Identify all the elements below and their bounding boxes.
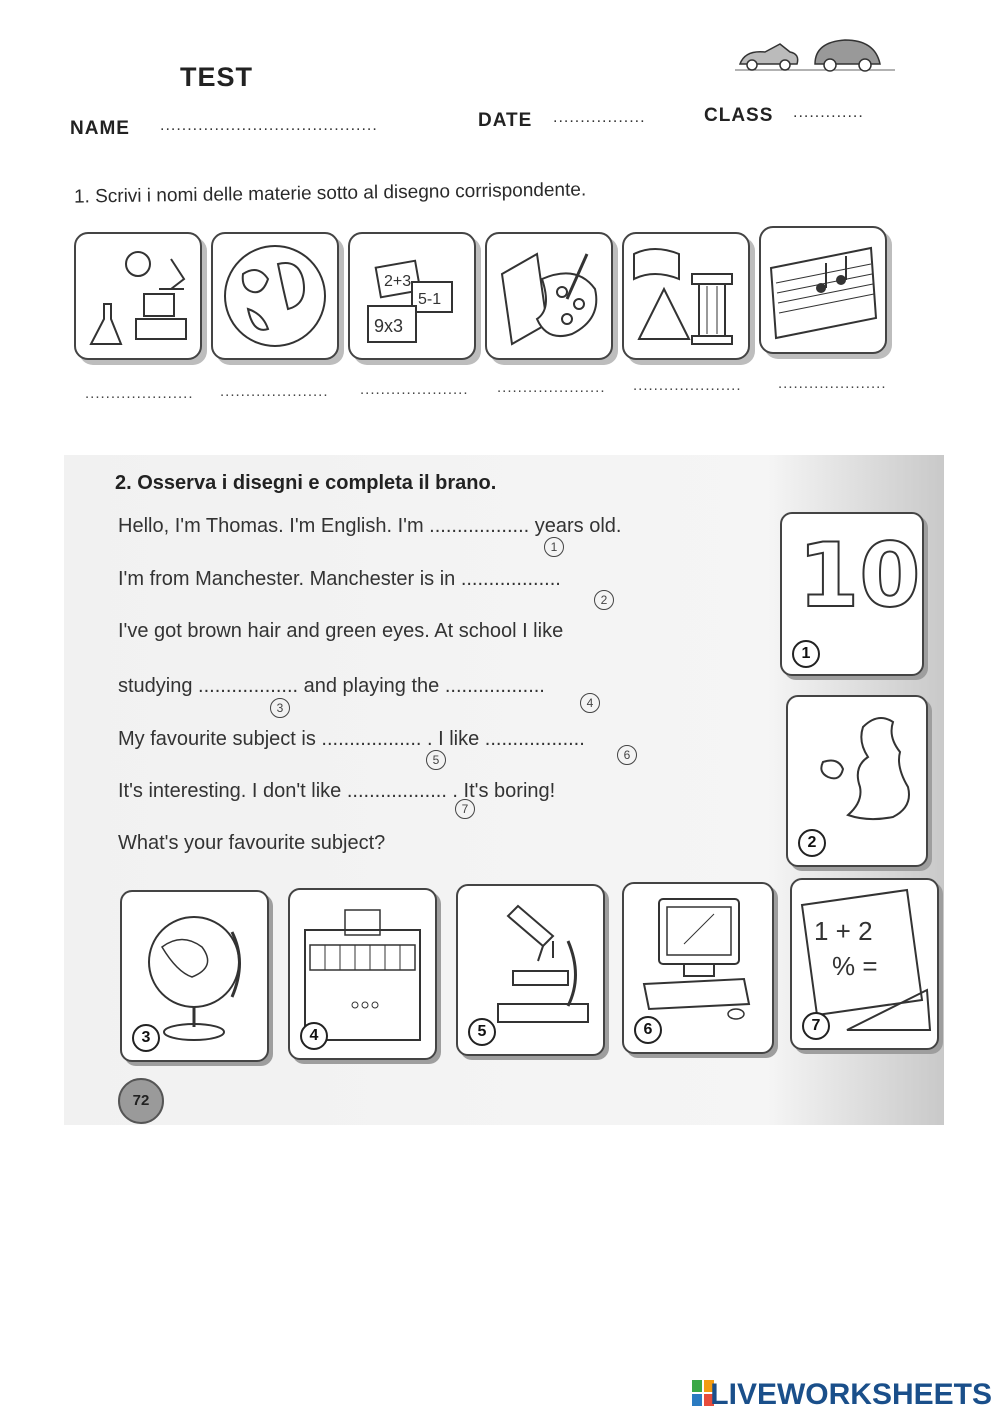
blank-marker-1: 1 bbox=[544, 537, 564, 557]
blank-marker-6: 6 bbox=[617, 745, 637, 765]
picture-4 bbox=[288, 888, 437, 1060]
picture-3-number: 3 bbox=[132, 1024, 160, 1052]
page-number: 72 bbox=[118, 1078, 164, 1124]
brand-name[interactable]: LIVEWORKSHEETS bbox=[710, 1378, 992, 1411]
exercise1-title: 1. Scrivi i nomi delle materie sotto al disegno corrispondente. bbox=[73, 179, 587, 208]
picture-2-number: 2 bbox=[798, 829, 826, 857]
name-label: NAME bbox=[70, 118, 130, 139]
answer-blank-1[interactable]: ..................... bbox=[85, 385, 194, 402]
blank-marker-5: 5 bbox=[426, 750, 446, 770]
passage-line-1: Hello, I'm Thomas. I'm English. I'm .................. years old. bbox=[118, 515, 622, 537]
picture-1 bbox=[780, 512, 924, 676]
number-ten-icon: 10 bbox=[798, 524, 921, 627]
picture-3 bbox=[120, 890, 269, 1062]
name-field[interactable]: ........................................ bbox=[160, 117, 378, 134]
test-title: TEST bbox=[180, 62, 254, 92]
passage-line-2: I'm from Manchester. Manchester is in .................. bbox=[118, 568, 561, 590]
history-monuments-icon bbox=[622, 232, 750, 360]
cars-icon bbox=[735, 30, 895, 72]
passage-line-3: I've got brown hair and green eyes. At school I like bbox=[118, 620, 564, 642]
blank-marker-4: 4 bbox=[580, 693, 600, 713]
picture-1-number: 1 bbox=[792, 640, 820, 668]
passage-line-6: It's interesting. I don't like .................. . It's boring! bbox=[118, 780, 556, 802]
date-label: DATE bbox=[478, 110, 533, 131]
passage-line-4: studying .................. and playing the .................. bbox=[118, 675, 545, 697]
answer-blank-4[interactable]: ..................... bbox=[497, 379, 606, 396]
picture-7 bbox=[790, 878, 939, 1050]
art-palette-icon bbox=[485, 232, 613, 360]
answer-blank-6[interactable]: ..................... bbox=[778, 375, 887, 392]
svg-text:5-1: 5-1 bbox=[418, 291, 442, 308]
date-field[interactable]: ................. bbox=[553, 109, 646, 126]
svg-text:1 + 2: 1 + 2 bbox=[814, 916, 873, 946]
passage-line-7: What's your favourite subject? bbox=[118, 832, 386, 854]
svg-text:2+3: 2+3 bbox=[384, 273, 412, 290]
class-label: CLASS bbox=[704, 105, 774, 126]
picture-4-number: 4 bbox=[300, 1022, 328, 1050]
picture-6 bbox=[622, 882, 774, 1054]
picture-7-number: 7 bbox=[802, 1012, 830, 1040]
earth-globe-icon bbox=[211, 232, 339, 360]
picture-6-number: 6 bbox=[634, 1016, 662, 1044]
science-lab-icon bbox=[74, 232, 202, 360]
music-score-icon bbox=[759, 226, 887, 354]
picture-5-number: 5 bbox=[468, 1018, 496, 1046]
svg-text:9x3: 9x3 bbox=[374, 316, 404, 336]
answer-blank-2[interactable]: ..................... bbox=[220, 383, 329, 400]
answer-blank-3[interactable]: ..................... bbox=[360, 381, 469, 398]
passage-line-5: My favourite subject is .................. . I like .................. bbox=[118, 728, 585, 750]
picture-2 bbox=[786, 695, 928, 867]
blank-marker-7: 7 bbox=[455, 799, 475, 819]
blank-marker-3: 3 bbox=[270, 698, 290, 718]
maths-cards-icon bbox=[348, 232, 476, 360]
exercise2-title: 2. Osserva i disegni e completa il brano. bbox=[115, 472, 497, 494]
answer-blank-5[interactable]: ..................... bbox=[633, 377, 742, 394]
svg-text:% =: % = bbox=[832, 951, 878, 981]
picture-5 bbox=[456, 884, 605, 1056]
class-field[interactable]: ............. bbox=[793, 104, 864, 121]
blank-marker-2: 2 bbox=[594, 590, 614, 610]
